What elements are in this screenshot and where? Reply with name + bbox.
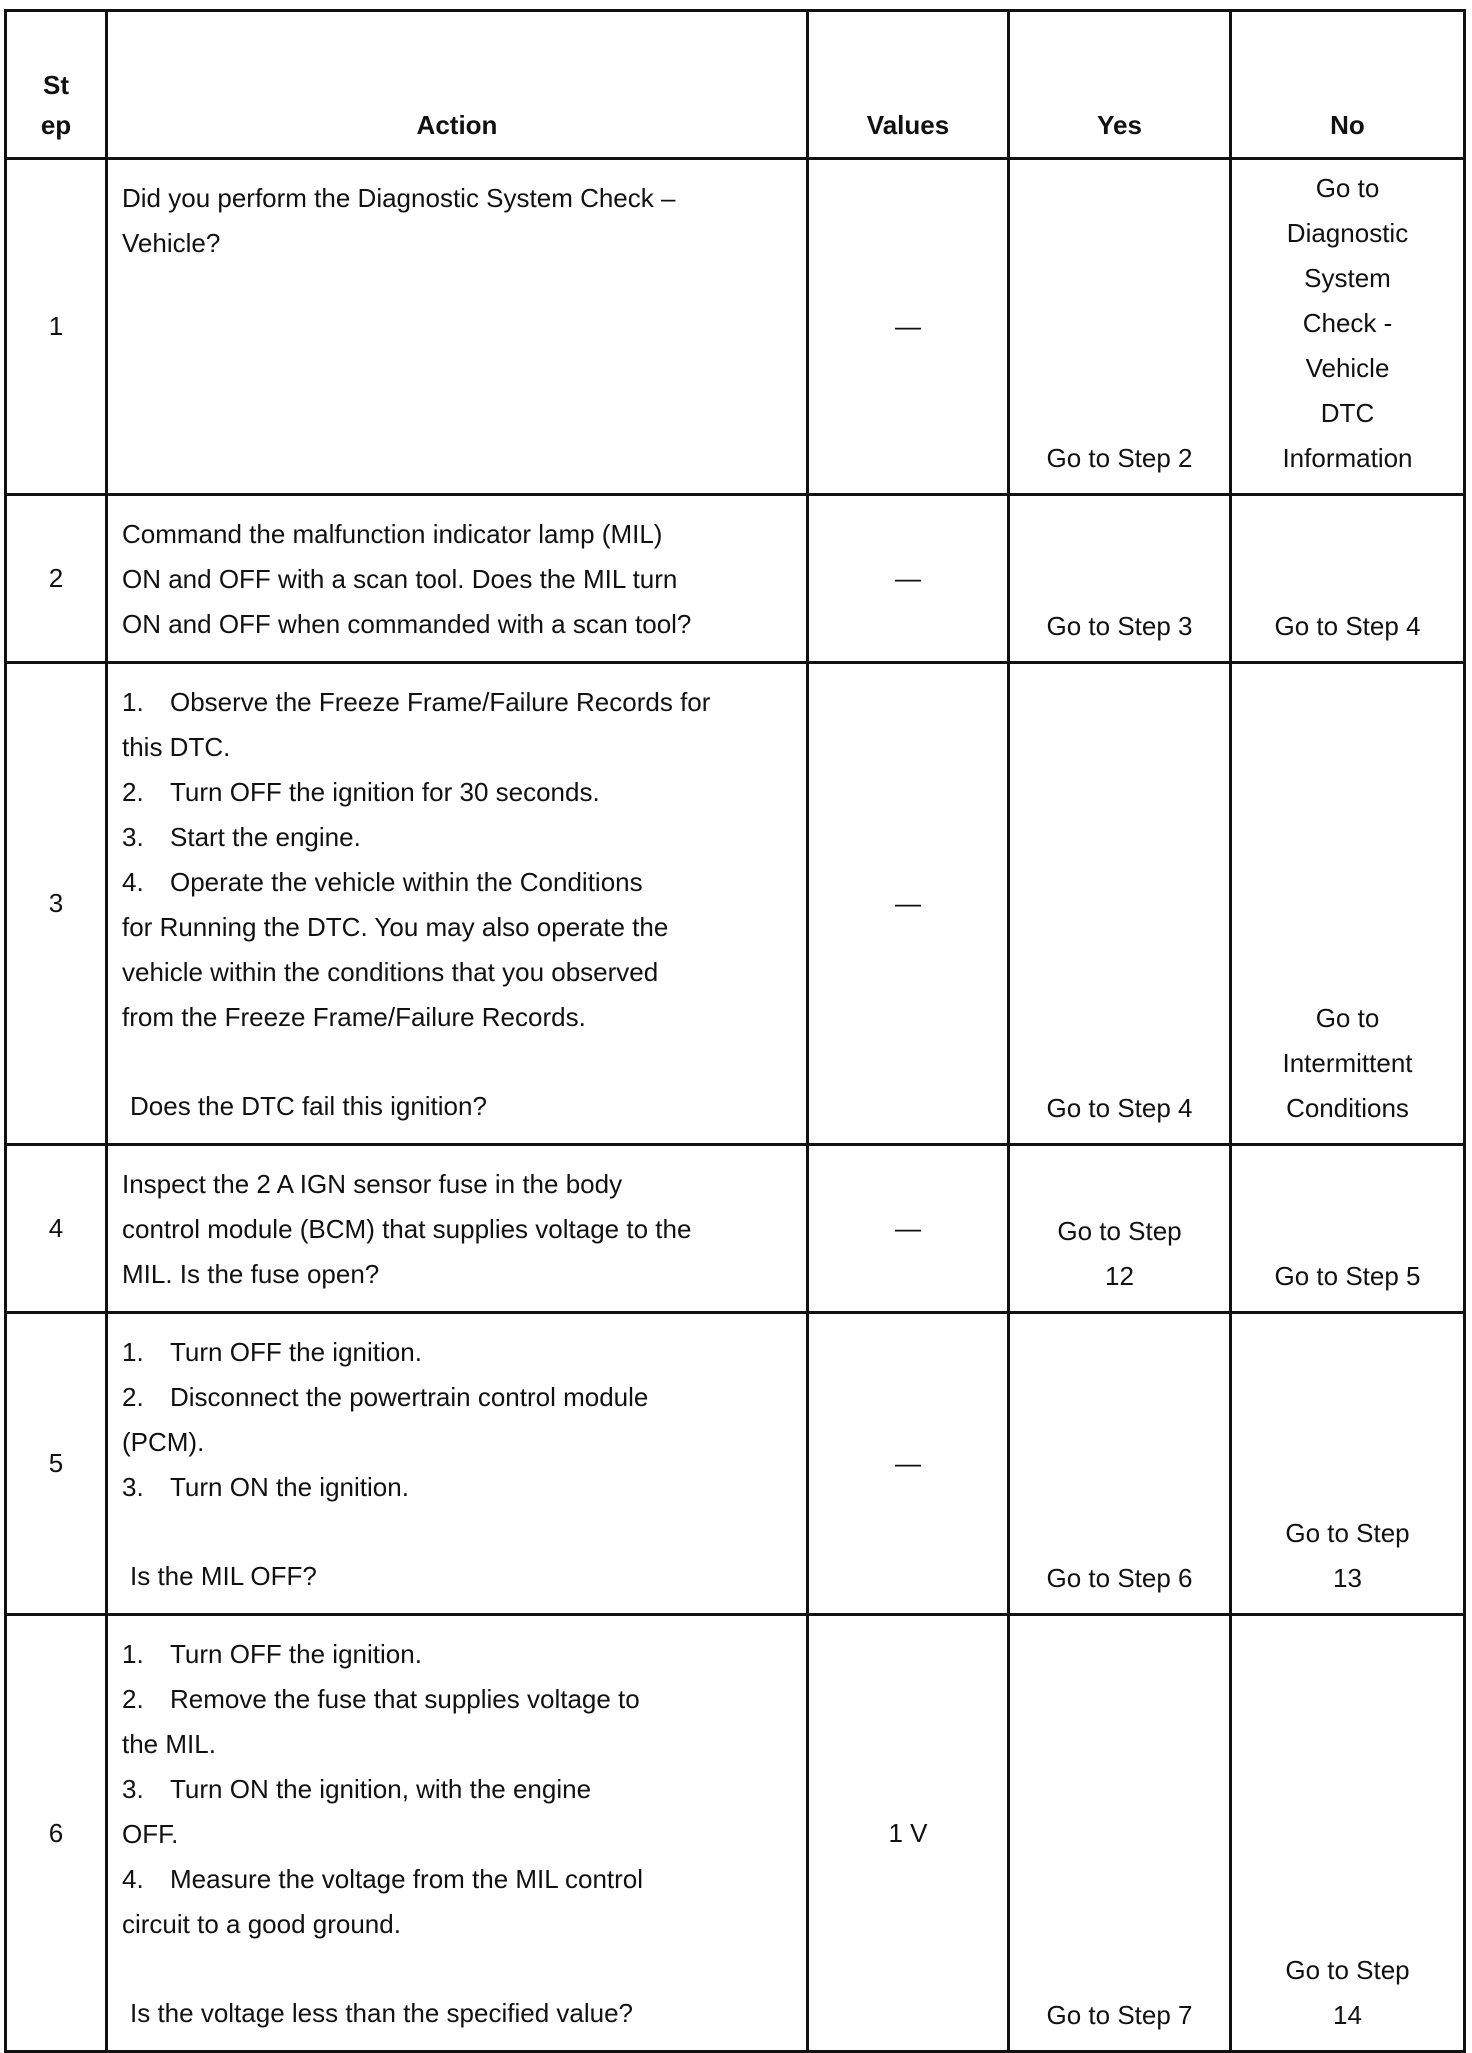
substep-text: Turn OFF the ignition for 30 seconds.: [170, 777, 600, 807]
no-link: Go to Step 5: [1274, 1261, 1421, 1291]
substep-text: Turn OFF the ignition.: [170, 1639, 422, 1669]
no-cell: [1231, 159, 1465, 495]
yes-cell: [1009, 495, 1231, 663]
table-row: [6, 663, 1465, 1145]
action-question: Is the MIL OFF?: [130, 1561, 317, 1591]
step-number: 4: [6, 1145, 107, 1313]
action-line: the MIL.: [122, 1729, 216, 1759]
action-question: Is the voltage less than the specified value?: [130, 1998, 633, 2028]
action-substep: 3. Start the engine.: [122, 822, 361, 852]
action-substep: 3. Turn ON the ignition.: [122, 1472, 409, 1502]
action-line: Inspect the 2 A IGN sensor fuse in the body: [122, 1169, 623, 1199]
no-cell: [1231, 1615, 1465, 2052]
step-number: 2: [6, 495, 107, 663]
step-number: 1: [6, 159, 107, 495]
no-line: Go to: [1315, 1003, 1380, 1033]
substep-text: Measure the voltage from the MIL control: [170, 1864, 644, 1894]
yes-cell: [1009, 663, 1231, 1145]
step-number: 5: [6, 1313, 107, 1615]
action-cell: [107, 1313, 808, 1615]
table-row: [6, 159, 1465, 495]
action-line: MIL. Is the fuse open?: [122, 1259, 380, 1289]
action-line: circuit to a good ground.: [122, 1909, 401, 1939]
substep-text: Turn ON the ignition.: [170, 1472, 409, 1502]
table-row: [6, 1615, 1465, 2052]
value-cell: —: [808, 495, 1009, 663]
action-substep: 1. Turn OFF the ignition.: [122, 1639, 422, 1669]
yes-link: Go to Step 6: [1046, 1563, 1193, 1593]
value-cell: —: [808, 1313, 1009, 1615]
action-cell: [107, 663, 808, 1145]
action-substep: 4. Operate the vehicle within the Conditions: [122, 867, 643, 897]
yes-cell: [1009, 1145, 1231, 1313]
value-cell: —: [808, 159, 1009, 495]
yes-line: Go to Step: [1057, 1216, 1182, 1246]
yes-cell: [1009, 1313, 1231, 1615]
action-line: control module (BCM) that supplies voltage to the: [122, 1214, 692, 1244]
yes-link: Go to Step 3: [1046, 611, 1193, 641]
action-line: ON and OFF with a scan tool. Does the MIL turn: [122, 564, 678, 594]
action-cell: [107, 1145, 808, 1313]
no-line: System: [1304, 263, 1391, 293]
header-values: Values: [808, 11, 1009, 159]
substep-text: Turn OFF the ignition.: [170, 1337, 422, 1367]
no-cell: [1231, 1313, 1465, 1615]
no-line: Vehicle: [1305, 353, 1390, 383]
substep-text: Start the engine.: [170, 822, 361, 852]
yes-link: Go to Step 4: [1046, 1093, 1193, 1123]
no-link: Go to Step 4: [1274, 611, 1421, 641]
header-yes: Yes: [1009, 11, 1231, 159]
no-cell: [1231, 495, 1465, 663]
table-row: [6, 495, 1465, 663]
action-question: Does the DTC fail this ignition?: [130, 1091, 487, 1121]
no-line: Go to Step: [1285, 1518, 1410, 1548]
action-line: vehicle within the conditions that you observed: [122, 957, 659, 987]
no-line: Intermittent: [1282, 1048, 1413, 1078]
action-cell: [107, 495, 808, 663]
action-substep: 2. Remove the fuse that supplies voltage to: [122, 1684, 640, 1714]
header-action: Action: [107, 11, 808, 159]
substep-text: Operate the vehicle within the Conditions: [170, 867, 643, 897]
action-substep: 1. Turn OFF the ignition.: [122, 1337, 422, 1367]
value-cell: —: [808, 663, 1009, 1145]
action-substep: 4. Measure the voltage from the MIL control: [122, 1864, 644, 1894]
no-line: Check -: [1302, 308, 1393, 338]
no-line: Go to Step: [1285, 1955, 1410, 1985]
table-row: [6, 1313, 1465, 1615]
header-step: St ep: [6, 11, 107, 159]
no-line: 14: [1333, 2000, 1362, 2030]
header-no: No: [1231, 11, 1465, 159]
action-line: Did you perform the Diagnostic System Check –: [122, 183, 676, 213]
action-line: (PCM).: [122, 1427, 205, 1457]
no-line: Go to: [1315, 173, 1380, 203]
table-row: [6, 1145, 1465, 1313]
yes-line: 12: [1105, 1261, 1134, 1291]
no-line: Conditions: [1286, 1093, 1409, 1123]
yes-link: Go to Step 2: [1046, 443, 1193, 473]
substep-text: Turn ON the ignition, with the engine: [170, 1774, 592, 1804]
yes-cell: [1009, 1615, 1231, 2052]
action-line: OFF.: [122, 1819, 179, 1849]
action-line: Vehicle?: [122, 228, 221, 258]
step-number: 6: [6, 1615, 107, 2052]
action-line: this DTC.: [122, 732, 231, 762]
action-line: ON and OFF when commanded with a scan tool?: [122, 609, 692, 639]
action-substep: 1. Observe the Freeze Frame/Failure Records for: [122, 687, 711, 717]
action-line: Command the malfunction indicator lamp (MIL): [122, 519, 663, 549]
substep-text: Remove the fuse that supplies voltage to: [170, 1684, 640, 1714]
value-cell: —: [808, 1145, 1009, 1313]
yes-link: Go to Step 7: [1046, 2000, 1193, 2030]
diagnostic-table: [4, 9, 1466, 2053]
value-cell: 1 V: [808, 1615, 1009, 2052]
action-line: for Running the DTC. You may also operate the: [122, 912, 669, 942]
header-row: [6, 11, 1465, 159]
no-line: Information: [1282, 443, 1413, 473]
substep-text: Observe the Freeze Frame/Failure Records for: [170, 687, 711, 717]
no-cell: [1231, 1145, 1465, 1313]
no-cell: [1231, 663, 1465, 1145]
action-cell: [107, 159, 808, 495]
no-line: DTC: [1320, 398, 1375, 428]
action-cell: [107, 1615, 808, 2052]
action-line: from the Freeze Frame/Failure Records.: [122, 1002, 586, 1032]
step-number: 3: [6, 663, 107, 1145]
substep-text: Disconnect the powertrain control module: [170, 1382, 649, 1412]
action-substep: 2. Turn OFF the ignition for 30 seconds.: [122, 777, 600, 807]
no-line: Diagnostic: [1286, 218, 1409, 248]
action-substep: 2. Disconnect the powertrain control module: [122, 1382, 649, 1412]
yes-cell: [1009, 159, 1231, 495]
no-line: 13: [1333, 1563, 1362, 1593]
action-substep: 3. Turn ON the ignition, with the engine: [122, 1774, 592, 1804]
